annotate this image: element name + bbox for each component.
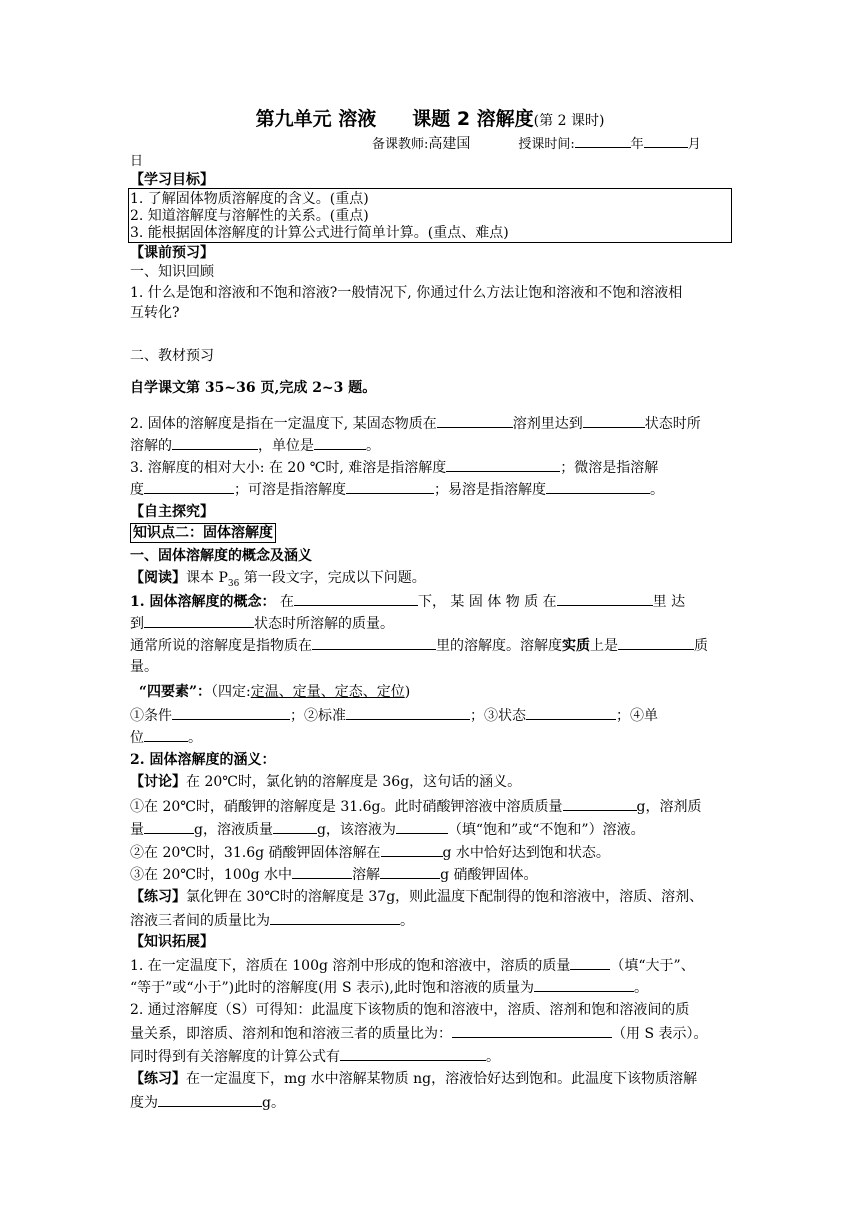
discussion-item-1: ①在 20℃时，硝酸钾的溶解度是 31.6g。此时硝酸钾溶液中溶质质量 g，溶剂质 xyxy=(130,796,730,817)
extension-2: 2. 通过溶解度（S）可得知：此温度下该物质的饱和溶液中，溶质、溶剂和饱和溶液间的质 xyxy=(130,1002,690,1018)
textbook-section: 二、教材预习 xyxy=(130,348,214,364)
title-lesson: 课题 2 溶解度 xyxy=(412,108,534,130)
elements-blanks-cont: 位 。 xyxy=(130,727,730,748)
question-3: 3. 溶解度的相对大小: 在 20 ℃时, 难溶是指溶解度 ；微溶是指溶解 xyxy=(130,457,730,478)
question-1-cont: 互转化? xyxy=(130,305,180,321)
review-section: 一、知识回顾 xyxy=(130,264,214,280)
question-2: 2. 固体的溶解度是指在一定温度下, 某固态物质在 溶剂里达到 状态时所 xyxy=(130,413,730,434)
elements-blanks: ①条件 ；②标准 ；③状态 ；④单 xyxy=(130,705,730,726)
question-2-cont: 溶解的 ，单位是 。 xyxy=(130,435,730,456)
discussion-item-2: ②在 20℃时，31.6g 硝酸钾固体溶解在 g 水中恰好达到饱和状态。 xyxy=(130,842,730,863)
concept-definition-cont: 到 状态时所溶解的质量。 xyxy=(130,613,730,634)
discussion-item-1-cont: 量 g，溶液质量 g，该溶液为 （填“饱和”或“不饱和”）溶液。 xyxy=(130,819,730,840)
practice-2-cont: 度为 g。 xyxy=(130,1092,730,1113)
objective-item: 2. 知道溶解度与溶解性的关系。(重点) xyxy=(130,208,369,224)
explore-heading: 【自主探究】 xyxy=(130,504,214,520)
page-title xyxy=(0,104,860,131)
teacher-line: 备课教师:高建国 授课时间: 年 月 xyxy=(372,133,732,155)
title-unit: 第九单元 溶液 xyxy=(255,108,377,130)
day-label: 日 xyxy=(130,154,144,169)
extension-1: 1. 在一定温度下，溶质在 100g 溶剂中形成的饱和溶液中，溶质的质量 （填“大于”、 xyxy=(130,955,730,976)
extension-2-cont: 量关系，即溶质、溶剂和饱和溶液三者的质量比为： （用 S 表示）。 xyxy=(130,1023,730,1044)
four-elements: “四要素”：（四定:定温、定量、定态、定位) xyxy=(138,684,411,700)
discussion-item-3: ③在 20℃时，100g 水中 溶解 g 硝酸钾固体。 xyxy=(130,864,730,885)
practice-1: 【练习】氯化钾在 30℃时的溶解度是 37g，则此温度下配制得的饱和溶液中，溶质、溶剂、 xyxy=(130,889,704,905)
extension-2-formula: 同时得到有关溶解度的计算公式有 。 xyxy=(130,1046,730,1067)
knowledge-point: 知识点二：固体溶解度 xyxy=(130,523,730,543)
teacher-name: 高建国 xyxy=(428,136,471,152)
practice-1-cont: 溶液三者间的质量比为 。 xyxy=(130,910,730,931)
self-study-note: 自学课文第 35~36 页,完成 2~3 题。 xyxy=(130,380,377,396)
question-1: 1. 什么是饱和溶液和不饱和溶液?一般情况下, 你通过什么方法让饱和溶液和不饱和溶液相 xyxy=(130,285,683,301)
preview-heading: 【课前预习】 xyxy=(130,245,214,261)
objectives-heading: 【学习目标】 xyxy=(130,172,214,188)
practice-2: 【练习】在一定温度下，mg 水中溶解某物质 ng，溶液恰好达到饱和。此温度下该物质溶解 xyxy=(130,1071,698,1087)
discussion: 【讨论】在 20℃时，氯化钠的溶解度是 36g，这句话的涵义。 xyxy=(130,774,522,790)
title-period: (第 2 课时) xyxy=(533,113,605,129)
common-solubility: 通常所说的溶解度是指物质在 里的溶解度。溶解度实质上是 质 xyxy=(130,635,730,656)
objective-item: 1. 了解固体物质溶解度的含义。(重点) xyxy=(130,191,369,207)
common-solubility-cont: 量。 xyxy=(130,659,158,675)
reading-instruction: 【阅读】课本 $P_{36}$ 第一段文字，完成以下问题。 xyxy=(130,570,426,589)
concept-section: 一、固体溶解度的概念及涵义 xyxy=(130,548,312,564)
extension-heading: 【知识拓展】 xyxy=(130,934,214,950)
concept-definition: 1. 固体溶解度的概念： 在 下， 某 固 体 物 质 在 里 达 xyxy=(130,591,730,612)
question-3-cont: 度 ；可溶是指溶解度 ；易溶是指溶解度 。 xyxy=(130,479,730,500)
meaning-heading: 2. 固体溶解度的涵义： xyxy=(130,752,276,768)
objective-item: 3. 能根据固体溶解度的计算公式进行简单计算。(重点、难点) xyxy=(130,225,509,241)
extension-1-cont: “等于”或“小于”)此时的溶解度(用 S 表示),此时饱和溶液的质量为 。 xyxy=(130,977,730,998)
